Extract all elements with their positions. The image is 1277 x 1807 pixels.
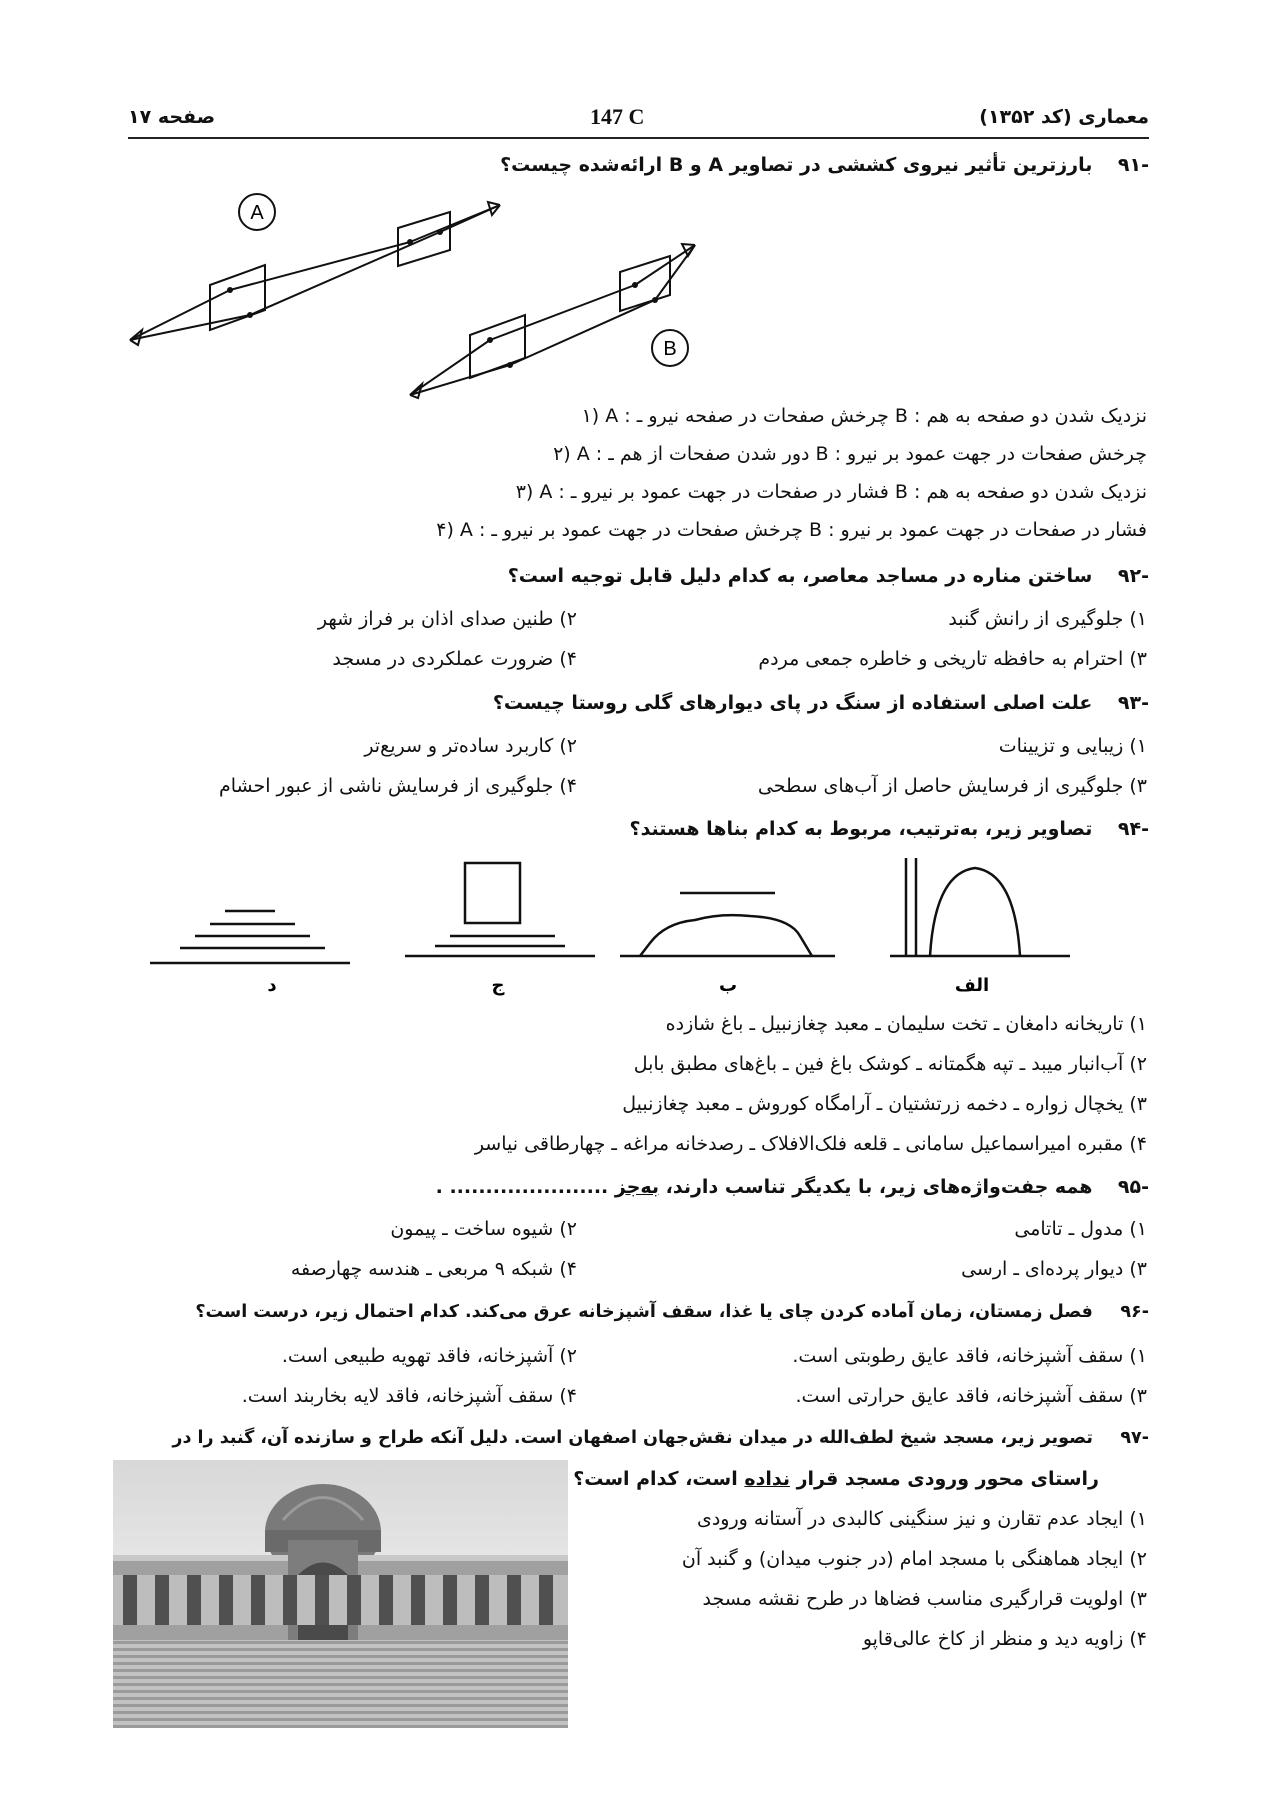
option-91-2[interactable]: ۲) A : دور شدن صفحات از هم ـ B : چرخش صفحات در جهت عمود بر نیرو <box>553 443 1147 465</box>
option-96-4[interactable]: ۴) سقف آشپزخانه، فاقد لایه بخاربند است. <box>241 1385 577 1407</box>
question-emphasis: نداده <box>744 1468 790 1490</box>
option-92-2[interactable]: ۲) طنین صدای اذان بر فراز شهر <box>317 608 577 630</box>
figure-label-alef: الف <box>954 975 990 996</box>
question-blank: ...................... . <box>435 1176 609 1198</box>
option-96-1[interactable]: ۱) سقف آشپزخانه، فاقد عایق رطوبتی است. <box>792 1345 1147 1367</box>
question-91 <box>500 154 1149 176</box>
question-number: -۹۷ <box>1120 1428 1149 1448</box>
option-93-2[interactable]: ۲) کاربرد ساده‌تر و سریع‌تر <box>364 735 577 757</box>
header-exam-code: معماری (کد ۱۳۵۲) <box>979 106 1149 128</box>
question-text: است، کدام است؟ <box>573 1468 738 1490</box>
option-95-4[interactable]: ۴) شبکه ۹ مربعی ـ هندسه چهارصفه <box>290 1258 577 1280</box>
option-91-1[interactable]: ۱) A : چرخش صفحات در صفحه نیرو ـ B : نزدیک شدن دو صفحه به هم <box>581 405 1147 427</box>
question-number: -۹۳ <box>1117 692 1149 714</box>
question-text: ساختن مناره در مساجد معاصر، به کدام دلیل قابل توجیه است؟ <box>507 565 1093 587</box>
option-93-4[interactable]: ۴) جلوگیری از فرسایش ناشی از عبور احشام <box>218 775 577 797</box>
figure-label-dal: د <box>267 975 277 996</box>
question-text: بارزترین تأثیر نیروی کششی در تصاویر A و B ارائه‌شده چیست؟ <box>500 154 1093 176</box>
plate-a1 <box>210 265 265 330</box>
question-number: -۹۶ <box>1120 1302 1149 1322</box>
question-text-line1: تصویر زیر، مسجد شیخ لطف‌الله در میدان نقش‌جهان اصفهان است. دلیل آنکه طراح و سازنده آن، گنبد را در <box>172 1428 1093 1448</box>
option-92-4[interactable]: ۴) ضرورت عملکردی در مسجد <box>332 648 577 670</box>
question-number: -۹۴ <box>1117 818 1149 840</box>
option-96-3[interactable]: ۳) سقف آشپزخانه، فاقد عایق حرارتی است. <box>795 1385 1147 1407</box>
question-text: همه جفت‌واژه‌های زیر، با یکدیگر تناسب دارند، <box>665 1176 1093 1198</box>
option-97-3[interactable]: ۳) اولویت قرارگیری مناسب فضاها در طرح نقشه مسجد <box>702 1588 1147 1610</box>
question-96 <box>195 1302 1149 1322</box>
question-number: -۹۱ <box>1117 154 1149 176</box>
option-95-1[interactable]: ۱) مدول ـ تاتامی <box>1014 1218 1147 1240</box>
option-97-4[interactable]: ۴) زاویه دید و منظر از کاخ عالی‌قاپو <box>862 1628 1147 1650</box>
figure-label-be: ب <box>718 975 738 996</box>
header-page-number: صفحه ۱۷ <box>128 106 216 128</box>
question-97 <box>172 1428 1149 1448</box>
option-95-3[interactable]: ۳) دیوار پرده‌ای ـ ارسی <box>961 1258 1147 1280</box>
option-94-4[interactable]: ۴) مقبره امیراسماعیل سامانی ـ قلعه فلک‌الافلاک ـ رصدخانه مراغه ـ چهارطاقی نیاسر <box>474 1133 1147 1155</box>
option-92-1[interactable]: ۱) جلوگیری از رانش گنبد <box>948 608 1147 630</box>
question-95 <box>436 1176 1149 1198</box>
option-97-1[interactable]: ۱) ایجاد عدم تقارن و نیز سنگینی کالبدی در آستانه ورودی <box>696 1508 1147 1530</box>
option-97-2[interactable]: ۲) ایجاد هماهنگی با مسجد امام (در جنوب میدان) و گنبد آن <box>681 1548 1147 1570</box>
option-91-4[interactable]: ۴) A : چرخش صفحات در جهت عمود بر نیرو ـ B : فشار در صفحات در جهت عمود بر نیرو <box>436 519 1147 541</box>
water-reflection <box>113 1640 568 1728</box>
figure-label-b: B <box>663 338 677 360</box>
question-text: علت اصلی استفاده از سنگ در پای دیوارهای گلی روستا چیست؟ <box>492 692 1093 714</box>
mosque-photo <box>113 1460 568 1728</box>
question-emphasis: به‌جز <box>614 1176 660 1198</box>
figure-91-tension-plates <box>120 190 740 400</box>
option-96-2[interactable]: ۲) آشپزخانه، فاقد تهویه طبیعی است. <box>281 1345 577 1367</box>
option-93-3[interactable]: ۳) جلوگیری از فرسایش حاصل از آب‌های سطحی <box>757 775 1147 797</box>
option-91-3[interactable]: ۳) A : فشار در صفحات در جهت عمود بر نیرو ـ B : نزدیک شدن دو صفحه به هم <box>515 481 1147 503</box>
question-97-line2 <box>573 1468 1099 1490</box>
figure-94-sketches <box>150 848 1090 998</box>
option-94-3[interactable]: ۳) یخچال زواره ـ دخمه زرتشتیان ـ آرامگاه کوروش ـ معبد چغازنبیل <box>622 1093 1147 1115</box>
question-94 <box>630 818 1149 840</box>
figure-label-a: A <box>250 202 264 224</box>
option-92-3[interactable]: ۳) احترام به حافظه تاریخی و خاطره جمعی مردم <box>758 648 1147 670</box>
option-93-1[interactable]: ۱) زیبایی و تزیینات <box>998 735 1147 757</box>
figure-label-jim: ج <box>491 975 505 996</box>
question-92 <box>508 565 1149 587</box>
option-94-2[interactable]: ۲) آب‌انبار میبد ـ تپه هگمتانه ـ کوشک باغ فین ـ باغ‌های مطبق بابل <box>633 1053 1147 1075</box>
question-text: فصل زمستان، زمان آماده کردن چای یا غذا، سقف آشپزخانه عرق می‌کند. کدام احتمال زیر، درست است؟ <box>195 1302 1093 1322</box>
question-number: -۹۵ <box>1117 1176 1149 1198</box>
arcade-row <box>113 1575 568 1625</box>
question-text: تصاویر زیر، به‌ترتیب، مربوط به کدام بناها هستند؟ <box>629 818 1093 840</box>
question-93 <box>493 692 1149 714</box>
header-booklet-code: 147 C <box>590 104 645 129</box>
option-95-2[interactable]: ۲) شیوه ساخت ـ پیمون <box>390 1218 577 1240</box>
option-94-1[interactable]: ۱) تاریخانه دامغان ـ تخت سلیمان ـ معبد چغازنبیل ـ باغ شازده <box>665 1013 1147 1035</box>
header-rule <box>128 137 1149 139</box>
question-number: -۹۲ <box>1117 565 1149 587</box>
question-text: راستای محور ورودی مسجد قرار <box>796 1468 1099 1490</box>
